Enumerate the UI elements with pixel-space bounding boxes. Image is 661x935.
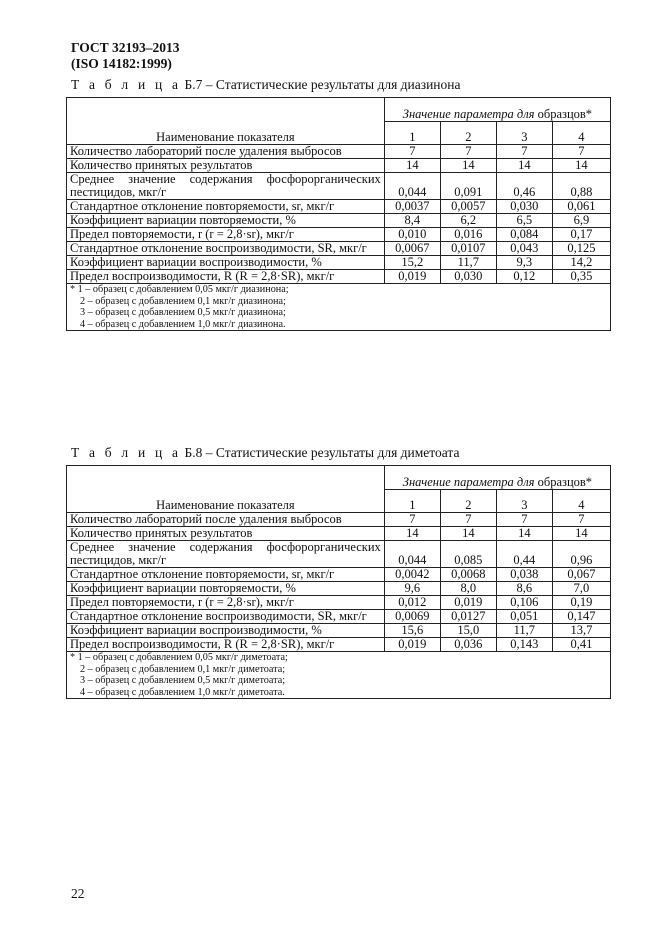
cell-value: 8,4 [384, 214, 440, 228]
table-b8-caption-prefix: Т а б л и ц а [71, 445, 182, 460]
cell-value: 0,0068 [440, 568, 496, 582]
cell-value: 14 [384, 527, 440, 541]
row-label: Среднее значение содержания фосфорорганических пестицидов, мкг/г [67, 173, 385, 200]
column-header-value-rest: образцов* [534, 106, 593, 121]
row-label: Коэффициент вариации воспроизводимости, % [67, 256, 385, 270]
cell-value: 0,143 [496, 638, 552, 652]
cell-value: 13,7 [552, 624, 610, 638]
column-header-value [384, 466, 610, 490]
cell-value: 0,17 [552, 228, 610, 242]
table-b7 [66, 97, 611, 331]
row-label: Предел повторяемости, r (r = 2,8·sr), мкг/г [67, 228, 385, 242]
table-header-row [67, 98, 611, 122]
cell-value: 0,147 [552, 610, 610, 624]
column-header-name: Наименование показателя [67, 98, 385, 145]
row-label: Стандартное отклонение воспроизводимости, SR, мкг/г [67, 610, 385, 624]
cell-value: 14 [552, 159, 610, 173]
cell-value: 0,038 [496, 568, 552, 582]
cell-value: 7 [496, 513, 552, 527]
cell-value: 0,0127 [440, 610, 496, 624]
cell-value: 7 [552, 513, 610, 527]
table-note: * 1 – образец с добавлением 0,05 мкг/г диметоата; [70, 652, 288, 663]
cell-value: 0,061 [552, 200, 610, 214]
cell-value: 0,084 [496, 228, 552, 242]
row-label: Среднее значение содержания фосфорорганических пестицидов, мкг/г [67, 541, 385, 568]
cell-value: 0,106 [496, 596, 552, 610]
table-row [67, 610, 611, 624]
cell-value: 0,0057 [440, 200, 496, 214]
cell-value: 6,9 [552, 214, 610, 228]
cell-value: 15,6 [384, 624, 440, 638]
table-row [67, 145, 611, 159]
row-label: Количество принятых результатов [67, 527, 385, 541]
cell-value: 7 [384, 513, 440, 527]
table-row [67, 173, 611, 200]
column-header-name: Наименование показателя [67, 466, 385, 513]
page-number: 22 [71, 886, 85, 901]
row-label: Количество принятых результатов [67, 159, 385, 173]
cell-value: 0,043 [496, 242, 552, 256]
cell-value: 14,2 [552, 256, 610, 270]
cell-value: 0,88 [552, 173, 610, 200]
row-label: Предел воспроизводимости, R (R = 2,8·SR), мкг/г [67, 638, 385, 652]
sample-number: 1 [384, 121, 440, 145]
row-label: Стандартное отклонение повторяемости, sr, мкг/г [67, 568, 385, 582]
table-row [67, 228, 611, 242]
sample-number: 1 [384, 489, 440, 513]
cell-value: 0,0069 [384, 610, 440, 624]
sample-number: 3 [496, 489, 552, 513]
cell-value: 11,7 [496, 624, 552, 638]
table-b7-caption-prefix: Т а б л и ц а [71, 77, 182, 92]
table-b8-caption [71, 445, 459, 460]
row-label: Коэффициент вариации повторяемости, % [67, 582, 385, 596]
cell-value: 0,019 [440, 596, 496, 610]
cell-value: 0,044 [384, 541, 440, 568]
row-label: Количество лабораторий после удаления выбросов [67, 513, 385, 527]
cell-value: 14 [496, 159, 552, 173]
table-row [67, 256, 611, 270]
cell-value: 0,46 [496, 173, 552, 200]
sample-number: 3 [496, 121, 552, 145]
table-row [67, 200, 611, 214]
table-note: 4 – образец с добавлением 1,0 мкг/г диметоата. [80, 686, 285, 698]
table-b8 [66, 465, 611, 699]
cell-value: 0,016 [440, 228, 496, 242]
row-label: Стандартное отклонение повторяемости, sr, мкг/г [67, 200, 385, 214]
cell-value: 14 [552, 527, 610, 541]
column-header-value-rest: образцов* [534, 474, 593, 489]
cell-value: 8,6 [496, 582, 552, 596]
sample-number: 2 [440, 489, 496, 513]
iso-reference: (ISO 14182:1999) [71, 56, 172, 71]
cell-value: 0,12 [496, 270, 552, 284]
table-row [67, 527, 611, 541]
table-note: 4 – образец с добавлением 1,0 мкг/г диазинона. [80, 318, 286, 330]
cell-value: 0,41 [552, 638, 610, 652]
cell-value: 7 [552, 145, 610, 159]
cell-value: 14 [496, 527, 552, 541]
cell-value: 0,019 [384, 638, 440, 652]
cell-value: 14 [384, 159, 440, 173]
row-label: Количество лабораторий после удаления выбросов [67, 145, 385, 159]
cell-value: 0,019 [384, 270, 440, 284]
cell-value: 0,030 [440, 270, 496, 284]
table-note: * 1 – образец с добавлением 0,05 мкг/г диазинона; [70, 284, 289, 295]
cell-value: 6,2 [440, 214, 496, 228]
cell-value: 14 [440, 159, 496, 173]
table-row [67, 214, 611, 228]
table-note: 3 – образец с добавлением 0,5 мкг/г диметоата; [80, 675, 286, 686]
table-row [67, 513, 611, 527]
cell-value: 7 [440, 145, 496, 159]
cell-value: 8,0 [440, 582, 496, 596]
cell-value: 0,010 [384, 228, 440, 242]
table-notes-row [67, 652, 611, 699]
column-header-value-italic: Значение параметра для [402, 474, 535, 489]
table-row [67, 270, 611, 284]
cell-value: 15,2 [384, 256, 440, 270]
cell-value: 9,6 [384, 582, 440, 596]
cell-value: 0,35 [552, 270, 610, 284]
cell-value: 0,0067 [384, 242, 440, 256]
row-label: Предел воспроизводимости, R (R = 2,8·SR), мкг/г [67, 270, 385, 284]
sample-number: 4 [552, 489, 610, 513]
table-row [67, 242, 611, 256]
sample-number: 2 [440, 121, 496, 145]
cell-value: 0,0042 [384, 568, 440, 582]
row-label: Предел повторяемости, r (r = 2,8·sr), мкг/г [67, 596, 385, 610]
cell-value: 15,0 [440, 624, 496, 638]
cell-value: 7 [384, 145, 440, 159]
cell-value: 7,0 [552, 582, 610, 596]
row-label: Коэффициент вариации воспроизводимости, % [67, 624, 385, 638]
table-notes [67, 652, 611, 699]
cell-value: 0,19 [552, 596, 610, 610]
cell-value: 7 [440, 513, 496, 527]
document-code: ГОСТ 32193–2013 [71, 40, 180, 55]
table-header-row [67, 466, 611, 490]
table-b7-caption-text: Б.7 – Статистические результаты для диазинона [181, 77, 461, 92]
table-note: 3 – образец с добавлением 0,5 мкг/г диазинона; [80, 307, 286, 318]
table-b8-caption-text: Б.8 – Статистические результаты для диметоата [181, 445, 460, 460]
cell-value: 6,5 [496, 214, 552, 228]
cell-value: 14 [440, 527, 496, 541]
cell-value: 0,085 [440, 541, 496, 568]
row-label: Коэффициент вариации повторяемости, % [67, 214, 385, 228]
column-header-value [384, 98, 610, 122]
table-b7-caption [71, 77, 461, 92]
cell-value: 0,051 [496, 610, 552, 624]
table-notes [67, 284, 611, 331]
table-notes-row [67, 284, 611, 331]
table-row [67, 638, 611, 652]
table-note: 2 – образец с добавлением 0,1 мкг/г диазинона; [80, 295, 286, 307]
cell-value: 0,96 [552, 541, 610, 568]
table-row [67, 568, 611, 582]
cell-value: 11,7 [440, 256, 496, 270]
cell-value: 0,125 [552, 242, 610, 256]
table-row [67, 159, 611, 173]
row-label: Стандартное отклонение воспроизводимости, SR, мкг/г [67, 242, 385, 256]
cell-value: 0,036 [440, 638, 496, 652]
cell-value: 0,44 [496, 541, 552, 568]
cell-value: 0,044 [384, 173, 440, 200]
cell-value: 9,3 [496, 256, 552, 270]
cell-value: 0,0037 [384, 200, 440, 214]
cell-value: 7 [496, 145, 552, 159]
table-row [67, 596, 611, 610]
cell-value: 0,067 [552, 568, 610, 582]
table-row [67, 541, 611, 568]
cell-value: 0,0107 [440, 242, 496, 256]
column-header-value-italic: Значение параметра для [402, 106, 535, 121]
table-row [67, 582, 611, 596]
cell-value: 0,012 [384, 596, 440, 610]
cell-value: 0,030 [496, 200, 552, 214]
table-note: 2 – образец с добавлением 0,1 мкг/г диметоата; [80, 663, 286, 675]
cell-value: 0,091 [440, 173, 496, 200]
sample-number: 4 [552, 121, 610, 145]
table-row [67, 624, 611, 638]
